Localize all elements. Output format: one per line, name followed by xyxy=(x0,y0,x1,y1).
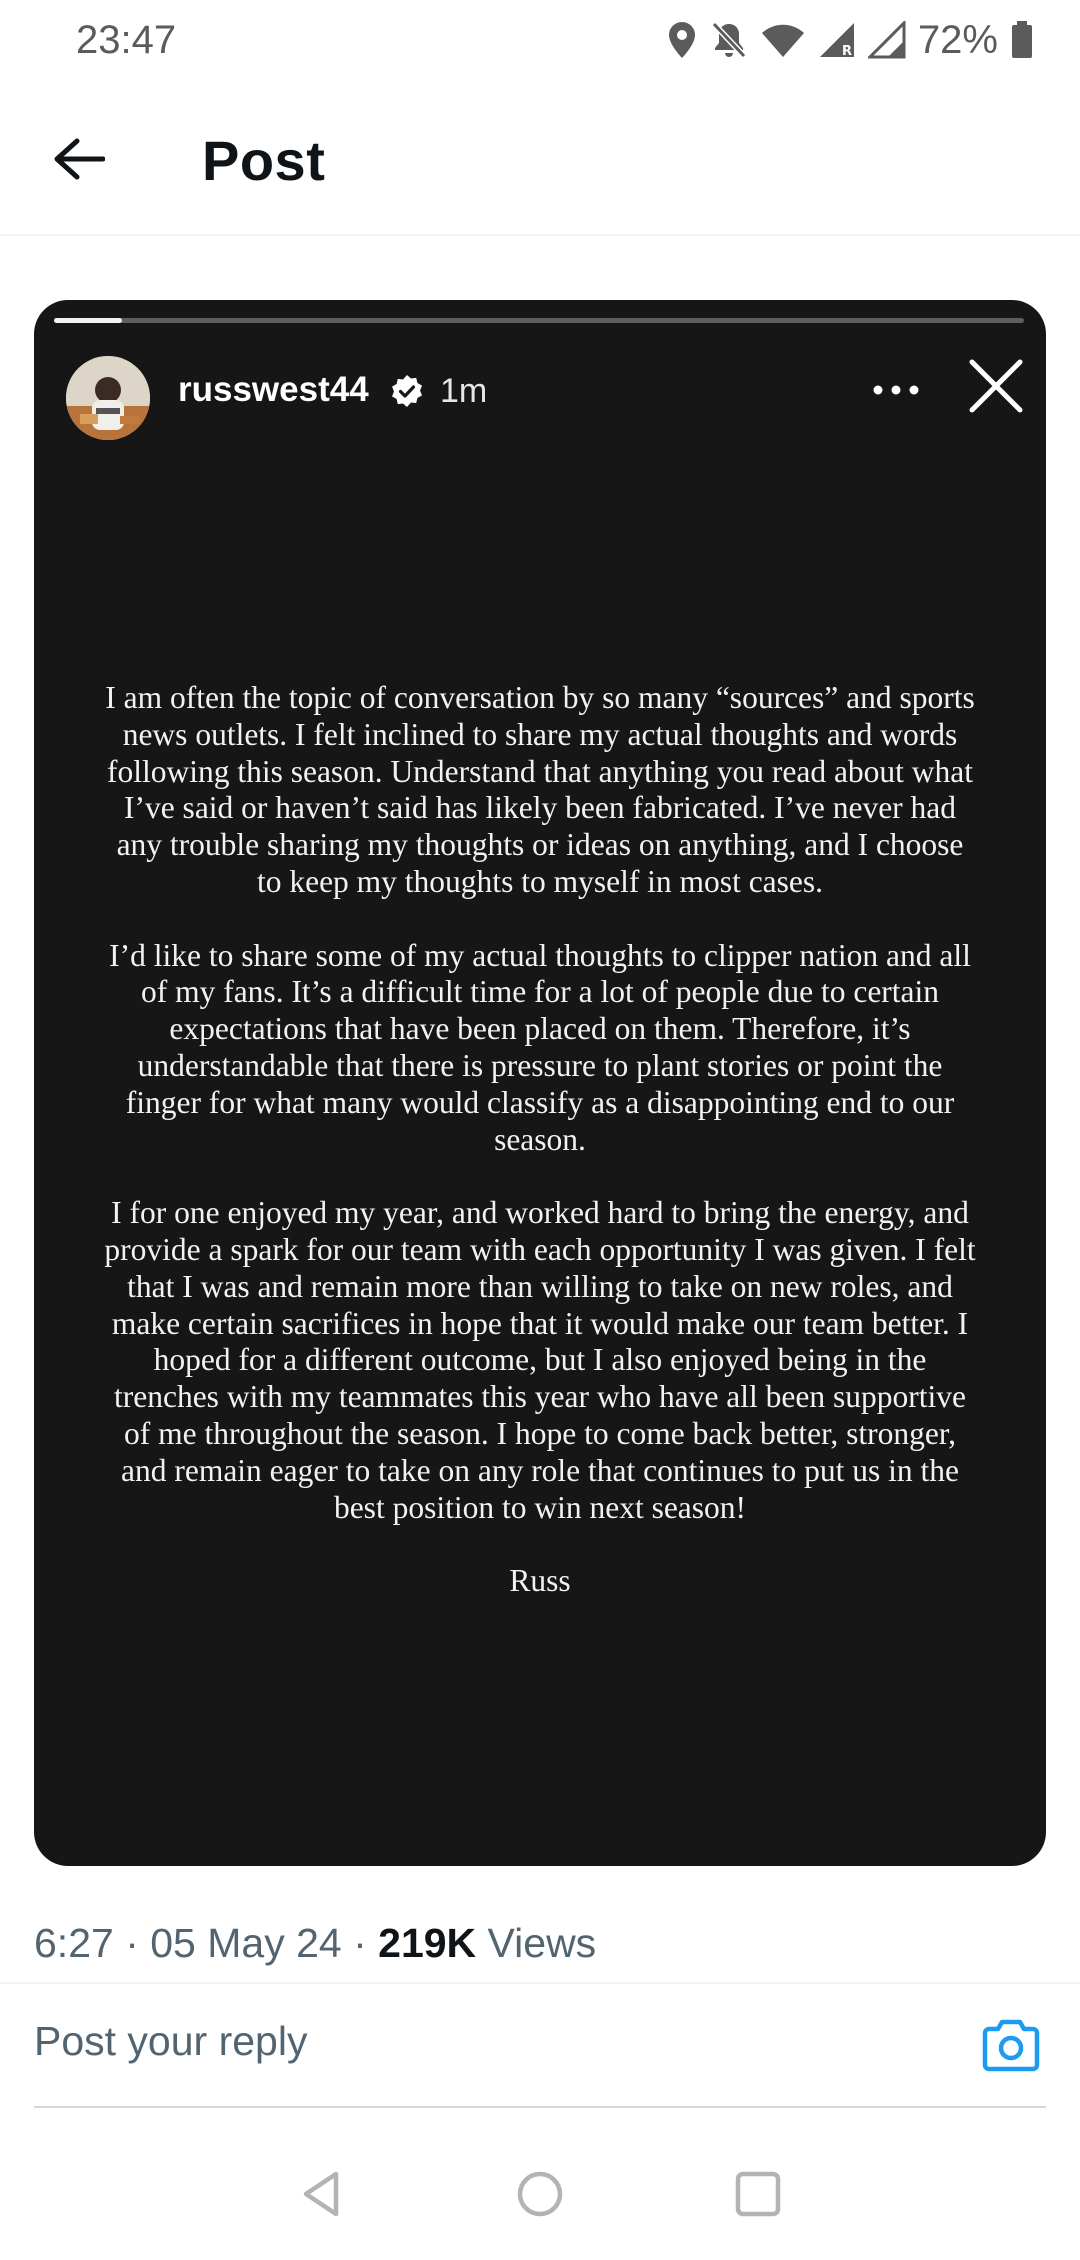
nav-back-icon[interactable] xyxy=(292,2164,352,2224)
status-time: 23:47 xyxy=(76,17,177,62)
story-timestamp: 1m xyxy=(440,372,488,410)
story-header xyxy=(34,340,1046,450)
reply-bar xyxy=(34,1984,1046,2108)
page-title: Post xyxy=(202,129,326,192)
battery-percent: 72% xyxy=(917,17,998,62)
header xyxy=(0,80,1080,236)
story-paragraph: I am often the topic of conversation by so many “sources” and sports news outlets. I felt inclined to share my actual thoughts and words following this season. Understand that anything you read about what I’ve said or haven’t said has likely been fabricated. I’ve never had any trouble sharing my thoughts or ideas on anything, and I choose to keep my thoughts to myself in most cases. xyxy=(105,680,975,899)
svg-text:R: R xyxy=(841,44,852,59)
post-time: 6:27 xyxy=(34,1920,114,1966)
signal-icon xyxy=(868,21,906,59)
system-nav-bar xyxy=(0,2130,1080,2260)
story-paragraph: I for one enjoyed my year, and worked hard to bring the energy, and provide a spark for our team with each opportunity I was given. I felt that I was and remain more than willing to take on new roles, and make certain sacrifices in hope that it would make our team better. I hoped for a different outcome, but I also enjoyed being in the trenches with my teammates this year who have all been supportive of me throughout the season. I hope to come back better, stronger, and remain eager to take on any role that continues to put us in the best position to win next season! xyxy=(104,1195,976,1525)
story-progress-bar xyxy=(54,318,1024,323)
story-progress-fill xyxy=(54,318,122,323)
meta-separator: · xyxy=(113,1920,151,1966)
story-paragraph: I’d like to share some of my actual thoughts to clipper nation and all of my fans. It’s a difficult time for a lot of people due to certain expectations that have been placed on them. Therefore, it’s understandable that there is pressure to plant stories or point the finger for what many would classify as a disappointing end to our season. xyxy=(109,937,971,1157)
story-signature: Russ xyxy=(509,1563,571,1599)
story-text xyxy=(104,680,976,1637)
back-arrow-icon xyxy=(53,137,105,181)
back-button[interactable] xyxy=(46,126,112,192)
camera-icon[interactable] xyxy=(982,2018,1040,2072)
post-meta xyxy=(34,1920,596,1967)
status-icons xyxy=(666,18,1034,63)
battery-icon xyxy=(1010,20,1034,60)
location-icon xyxy=(666,20,698,60)
post-date: 05 May 24 xyxy=(150,1920,342,1966)
bell-off-icon xyxy=(710,20,748,60)
story-username[interactable]: russwest44 xyxy=(178,370,369,409)
nav-home-icon[interactable] xyxy=(510,2164,570,2224)
wifi-icon xyxy=(760,21,806,59)
avatar-image xyxy=(66,356,150,440)
story-image[interactable] xyxy=(34,300,1046,1866)
more-options-icon[interactable] xyxy=(870,380,922,400)
nav-recents-icon[interactable] xyxy=(728,2164,788,2224)
verified-badge-icon xyxy=(390,374,424,408)
views-label[interactable]: Views xyxy=(476,1920,597,1966)
views-count[interactable]: 219K xyxy=(378,1920,477,1966)
meta-separator: · xyxy=(341,1920,379,1966)
avatar[interactable] xyxy=(66,356,150,440)
signal-icon xyxy=(818,21,856,59)
reply-input[interactable]: Post your reply xyxy=(34,2018,308,2064)
status-bar xyxy=(0,0,1080,80)
close-icon[interactable] xyxy=(966,356,1026,416)
